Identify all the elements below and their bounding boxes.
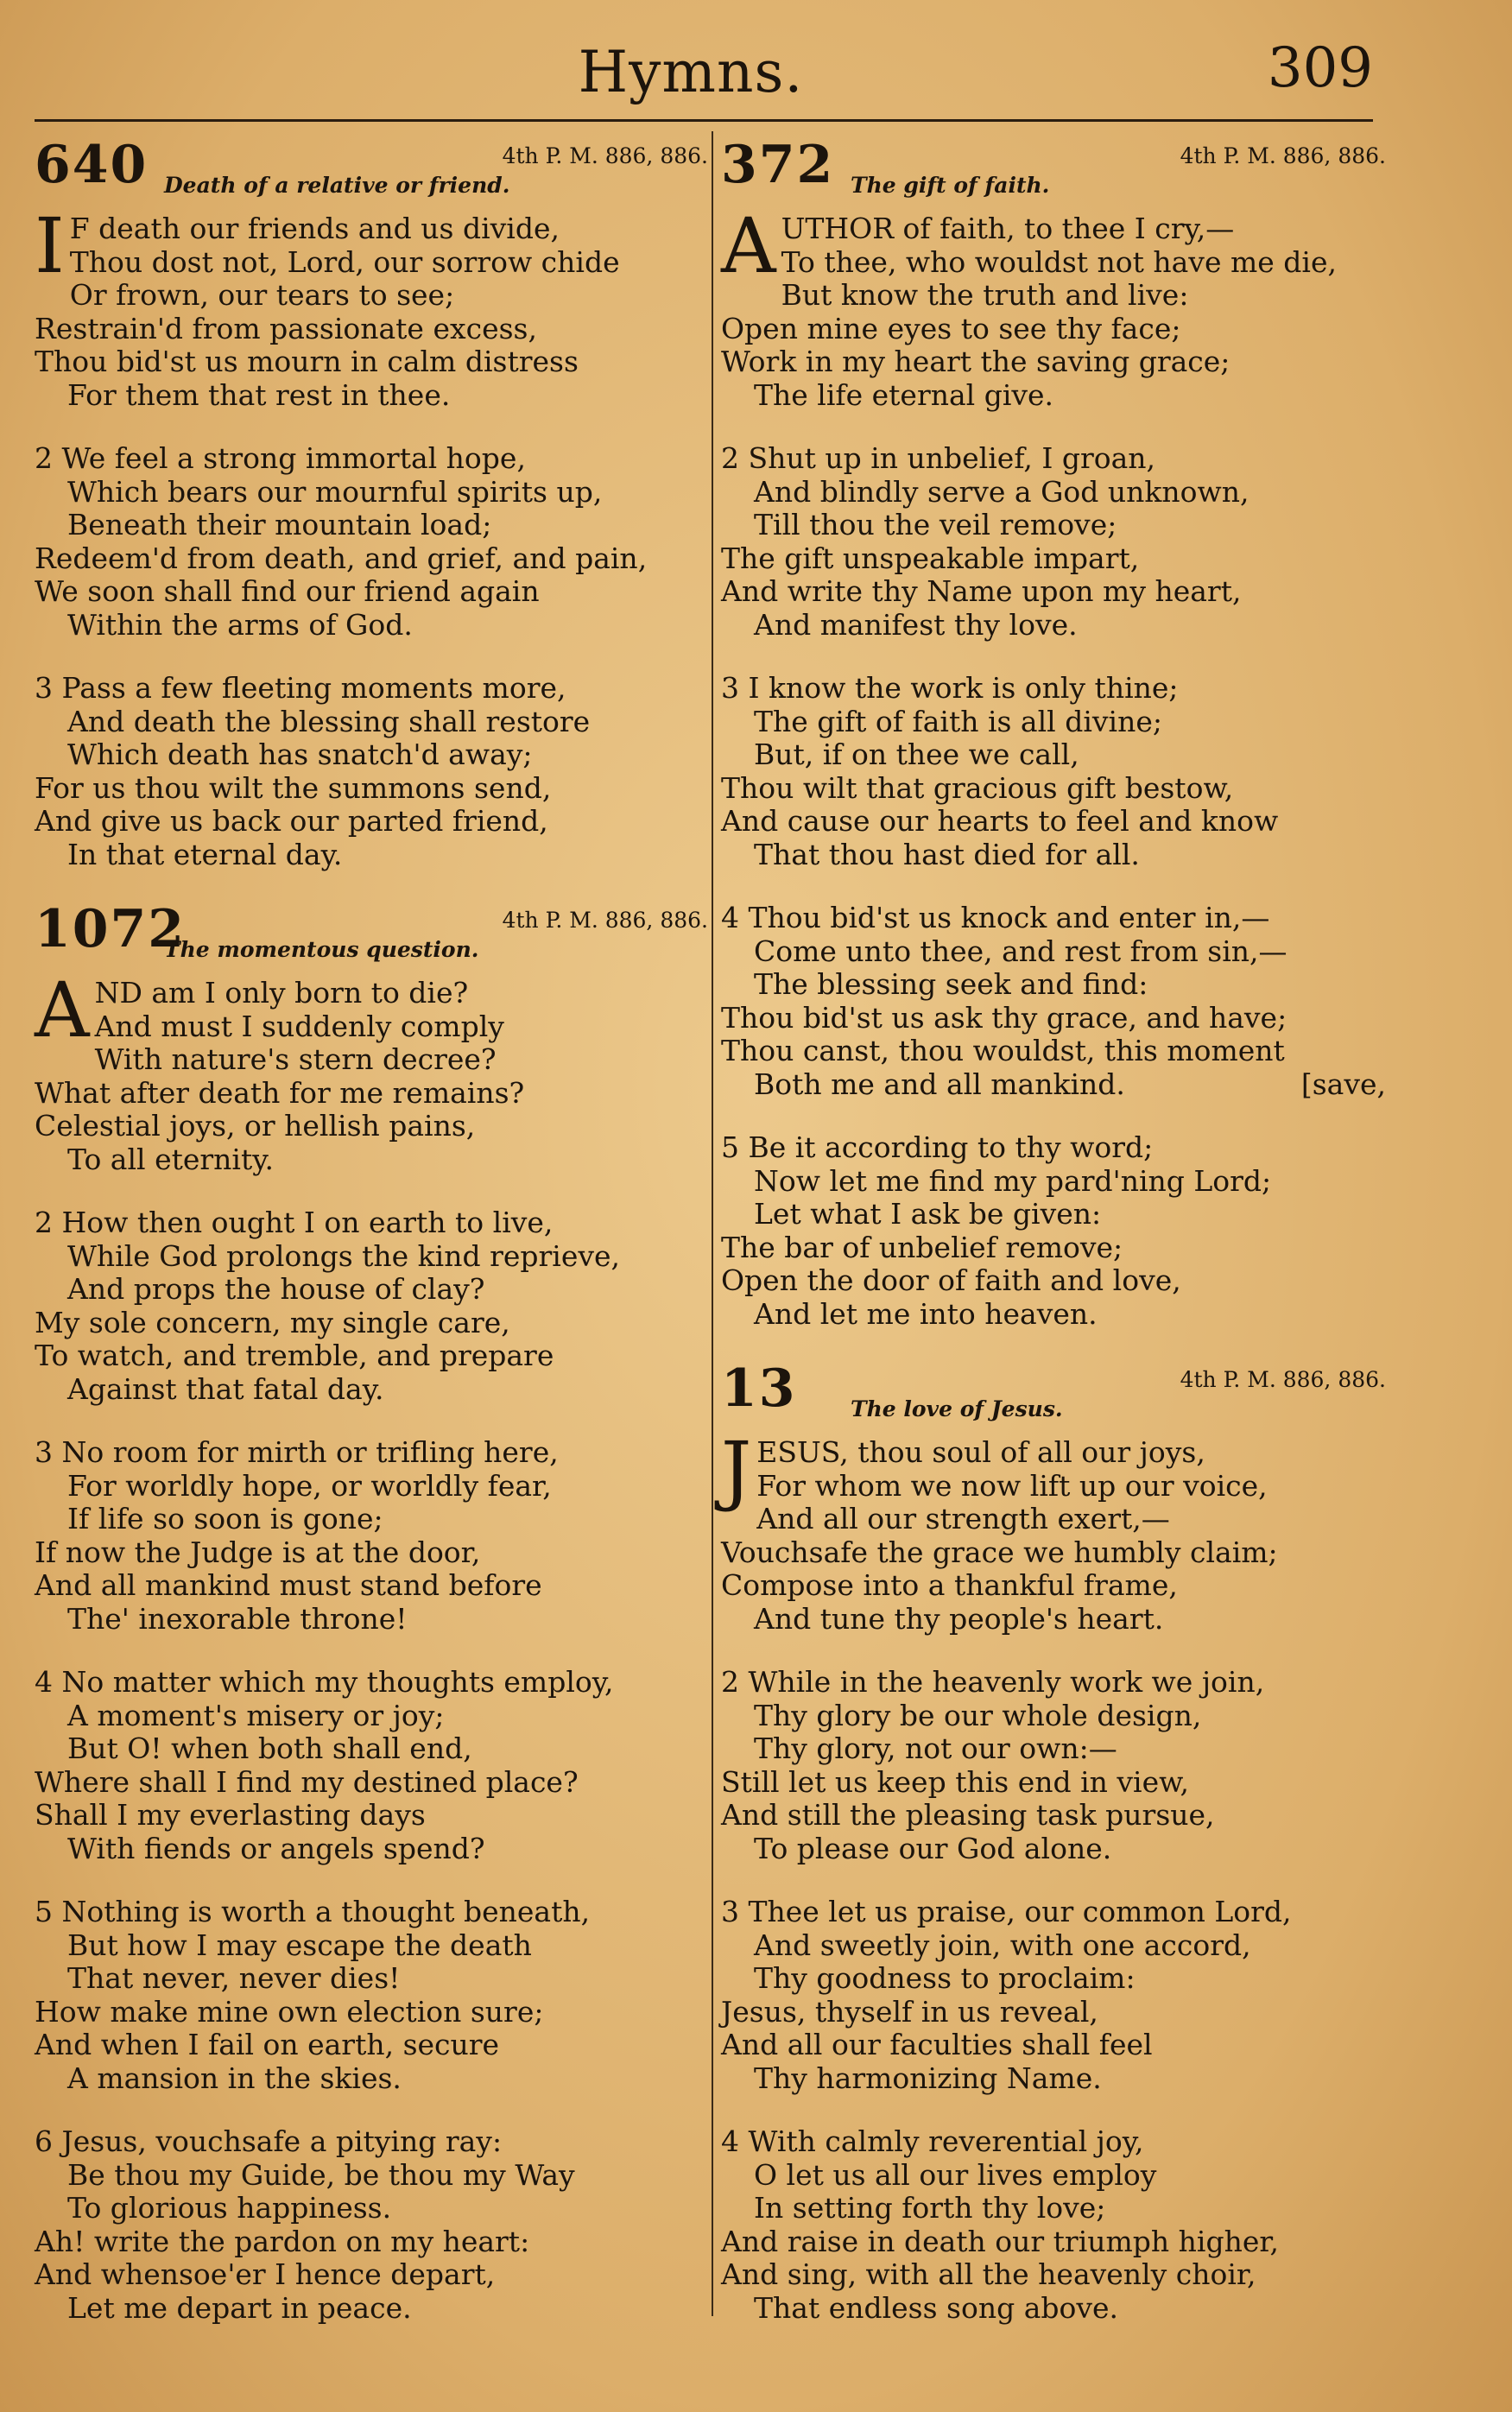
stanza xyxy=(721,201,1386,412)
verse-line: And all mankind must stand before xyxy=(35,1568,542,1602)
verse-line: 3 I know the work is only thine; xyxy=(721,671,1179,705)
verse-line: 2 Shut up in unbelief, I groan, xyxy=(721,441,1156,475)
verse-line: That never, never dies! xyxy=(67,1961,401,1995)
verse-line: But O! when both shall end, xyxy=(67,1731,472,1765)
verse-line: Work in my heart the saving grace; xyxy=(721,345,1230,378)
verse-line: To watch, and tremble, and prepare xyxy=(35,1339,554,1372)
verse-line: A mansion in the skies. xyxy=(67,2061,402,2095)
verse-line: Thou bid'st us ask thy grace, and have; xyxy=(721,1000,1287,1035)
verse-line: The gift of faith is all divine; xyxy=(754,704,1162,738)
verse-line: Thou canst, thou wouldst, this moment xyxy=(721,1034,1285,1067)
left-column xyxy=(35,135,708,2356)
verse-line: But know the truth and live: xyxy=(781,278,1189,312)
verse-line: The blessing seek and find: xyxy=(754,967,1148,1001)
verse-line: The life eternal give. xyxy=(754,377,1054,412)
verse-line: Ah! write the pardon on my heart: xyxy=(35,2224,530,2258)
hymn-heading xyxy=(35,899,708,973)
turnover-word: [save, xyxy=(1300,1067,1386,1101)
stanza xyxy=(35,1206,708,1406)
hymn-heading xyxy=(721,1358,1386,1433)
hymn-subtitle: The gift of faith. xyxy=(851,173,1050,198)
verse-line: Within the arms of God. xyxy=(67,607,413,642)
verse-line: Shall I my everlasting days xyxy=(35,1798,426,1832)
verse-line: In that eternal day. xyxy=(67,837,343,871)
verse-line: Open the door of faith and love, xyxy=(721,1263,1181,1297)
verse-line: To glorious happiness. xyxy=(67,2191,392,2225)
verse-line: 5 Nothing is worth a thought beneath, xyxy=(35,1895,591,1928)
verse-line: To all eternity. xyxy=(67,1142,274,1176)
verse-line: Celestial joys, or hellish pains, xyxy=(35,1109,476,1143)
verse-line: For worldly hope, or worldly fear, xyxy=(67,1468,552,1503)
verse-line: 2 While in the heavenly work we join, xyxy=(721,1665,1265,1699)
verse-line: If now the Judge is at the door, xyxy=(35,1535,481,1569)
verse-line: Thy harmonizing Name. xyxy=(754,2061,1102,2095)
verse-line: 3 No room for mirth or trifling here, xyxy=(35,1435,559,1469)
page-title: Hymns. xyxy=(578,39,804,105)
hymn-subtitle: The momentous question. xyxy=(164,937,479,962)
stanza xyxy=(721,442,1386,642)
verse-line: Thou wilt that gracious gift bestow, xyxy=(721,770,1234,805)
verse-line: Which death has snatch'd away; xyxy=(67,738,533,771)
verse-line: With nature's stern decree? xyxy=(94,1042,497,1076)
verse-line: Where shall I find my destined place? xyxy=(35,1764,579,1799)
verse-line: Thou dost not, Lord, our sorrow chide xyxy=(69,244,620,279)
hymn-number: 640 xyxy=(35,135,149,195)
verse-line: Thy glory, not our own:— xyxy=(754,1731,1117,1765)
drop-cap-letter: I xyxy=(35,201,65,290)
stanza xyxy=(35,201,708,412)
stanza xyxy=(35,1666,708,1865)
hymn-meter: 4th P. M. 886, 886. xyxy=(1180,143,1386,168)
stanza xyxy=(721,1131,1386,1331)
verse-line: A moment's misery or joy; xyxy=(67,1698,445,1732)
verse-line: And raise in death our triumph higher, xyxy=(721,2224,1280,2258)
drop-cap-letter: A xyxy=(35,965,90,1054)
verse-line: And give us back our parted friend, xyxy=(35,804,548,838)
verse-line: And whensoe'er I hence depart, xyxy=(35,2257,496,2291)
verse-line: The gift unspeakable impart, xyxy=(721,541,1140,575)
verse-line: To please our God alone. xyxy=(754,1831,1112,1865)
hymn-meter: 4th P. M. 886, 886. xyxy=(502,143,708,168)
verse-line: Be thou my Guide, be thou my Way xyxy=(67,2157,575,2192)
verse-line: 4 No matter which my thoughts employ, xyxy=(35,1665,614,1699)
right-column xyxy=(721,135,1386,2356)
verse-line: 4 With calmly reverential joy, xyxy=(721,2124,1144,2158)
verse-line: And tune thy people's heart. xyxy=(754,1601,1164,1636)
verse-line: And must I suddenly comply xyxy=(94,1009,504,1043)
verse-line: And sing, with all the heavenly choir, xyxy=(721,2257,1256,2291)
stanza xyxy=(721,1666,1386,1865)
verse-line: Vouchsafe the grace we humbly claim; xyxy=(721,1535,1278,1569)
stanza xyxy=(35,965,708,1176)
verse-line: Which bears our mournful spirits up, xyxy=(67,474,603,509)
verse-line: 3 Thee let us praise, our common Lord, xyxy=(721,1895,1292,1928)
verse-line: F death our friends and us divide, xyxy=(69,212,560,245)
hymn-heading xyxy=(721,135,1386,209)
verse-line: And write thy Name upon my heart, xyxy=(721,574,1242,608)
verse-line: For us thou wilt the summons send, xyxy=(35,770,552,805)
verse-line: And when I fail on earth, secure xyxy=(35,2028,500,2061)
verse-line: And sweetly join, with one accord, xyxy=(754,1928,1251,1962)
stanza xyxy=(35,1896,708,2095)
verse-line: 6 Jesus, vouchsafe a pitying ray: xyxy=(35,2124,503,2158)
hymn-heading xyxy=(35,135,708,209)
hymn-block xyxy=(35,899,708,2325)
verse-line: And manifest thy love. xyxy=(754,607,1078,642)
verse-line: And props the house of clay? xyxy=(67,1272,485,1306)
verse-line: 2 How then ought I on earth to live, xyxy=(35,1206,554,1239)
verse-line: Beneath their mountain load; xyxy=(67,508,492,541)
verse-line: My sole concern, my single care, xyxy=(35,1305,510,1339)
hymn-block xyxy=(721,1358,1386,2325)
verse-line: That thou hast died for all. xyxy=(754,837,1140,871)
stanza xyxy=(35,2125,708,2325)
hymn-number: 372 xyxy=(721,135,835,195)
stanza xyxy=(721,672,1386,871)
verse-line: O let us all our lives employ xyxy=(754,2157,1157,2192)
hymn-block xyxy=(35,135,708,871)
stanza xyxy=(721,1896,1386,2095)
verse-line: To thee, who wouldst not have me die, xyxy=(781,244,1337,279)
stanza xyxy=(721,2125,1386,2325)
verse-line: Against that fatal day. xyxy=(67,1371,384,1406)
verse-line: What after death for me remains? xyxy=(35,1075,525,1110)
verse-line: Restrain'd from passionate excess, xyxy=(35,311,537,345)
hymn-meter: 4th P. M. 886, 886. xyxy=(1180,1367,1386,1392)
stanza xyxy=(35,442,708,642)
verse-line: Still let us keep this end in view, xyxy=(721,1764,1189,1799)
verse-line: ESUS, thou soul of all our joys, xyxy=(756,1435,1205,1469)
header-rule xyxy=(35,119,1373,122)
hymn-meter: 4th P. M. 886, 886. xyxy=(502,908,708,933)
hymn-number: 1072 xyxy=(35,899,186,959)
verse-line: Thy glory be our whole design, xyxy=(754,1698,1202,1732)
verse-line: The bar of unbelief remove; xyxy=(721,1230,1123,1264)
verse-line: And cause our hearts to feel and know xyxy=(721,804,1279,838)
verse-line: UTHOR of faith, to thee I cry,— xyxy=(781,212,1235,245)
verse-line: Thou bid'st us mourn in calm distress xyxy=(35,345,579,378)
verse-line: But how I may escape the death xyxy=(67,1928,532,1962)
hymn-number: 13 xyxy=(721,1358,797,1419)
stanza xyxy=(35,672,708,871)
verse-line: If life so soon is gone; xyxy=(67,1502,383,1535)
verse-line: With fiends or angels spend? xyxy=(67,1831,485,1865)
column-divider xyxy=(712,131,713,2316)
verse-line: 5 Be it according to thy word; xyxy=(721,1130,1154,1164)
hymn-subtitle: The love of Jesus. xyxy=(851,1396,1063,1421)
verse-line: And still the pleasing task pursue, xyxy=(721,1798,1215,1832)
verse-line: Redeem'd from death, and grief, and pain, xyxy=(35,541,648,575)
verse-line: For them that rest in thee. xyxy=(67,377,451,412)
verse-line: And blindly serve a God unknown, xyxy=(754,474,1249,509)
verse-line: How make mine own election sure; xyxy=(35,1994,544,2029)
verse-line: 4 Thou bid'st us knock and enter in,— xyxy=(721,901,1270,934)
stanza xyxy=(35,1436,708,1636)
verse-line: And let me into heaven. xyxy=(754,1296,1098,1331)
stanza xyxy=(721,1425,1386,1636)
drop-cap-letter: A xyxy=(721,201,776,290)
verse-line: Compose into a thankful frame, xyxy=(721,1568,1178,1602)
verse-line: Jesus, thyself in us reveal, xyxy=(721,1994,1098,2029)
page-number: 309 xyxy=(1267,36,1373,100)
verse-line: Or frown, our tears to see; xyxy=(69,278,455,312)
verse-line: Thy goodness to proclaim: xyxy=(754,1961,1136,1995)
verse-line: In setting forth thy love; xyxy=(754,2191,1106,2225)
verse-line: But, if on thee we call, xyxy=(754,738,1079,771)
verse-text: Both me and all mankind. xyxy=(754,1067,1125,1101)
verse-line: And death the blessing shall restore xyxy=(67,704,591,738)
verse-line: And all our faculties shall feel xyxy=(721,2028,1153,2061)
verse-line: Now let me find my pard'ning Lord; xyxy=(754,1163,1272,1198)
verse-line: 3 Pass a few fleeting moments more, xyxy=(35,671,566,705)
drop-cap-letter: J xyxy=(721,1425,752,1514)
stanza xyxy=(721,902,1386,1101)
hymn-subtitle: Death of a relative or friend. xyxy=(164,173,510,198)
verse-line: Till thou the veil remove; xyxy=(754,508,1117,541)
verse-line: Let what I ask be given: xyxy=(754,1197,1102,1231)
verse-line: ND am I only born to die? xyxy=(94,976,469,1010)
hymn-block xyxy=(721,135,1386,1331)
verse-line: For whom we now lift up our voice, xyxy=(756,1468,1268,1503)
verse-line: The' inexorable throne! xyxy=(67,1601,408,1636)
verse-line xyxy=(721,1068,1386,1102)
verse-line: Open mine eyes to see thy face; xyxy=(721,311,1181,345)
verse-line: And all our strength exert,— xyxy=(756,1502,1170,1535)
verse-line: 2 We feel a strong immortal hope, xyxy=(35,441,526,475)
verse-line: That endless song above. xyxy=(754,2290,1119,2325)
verse-line: We soon shall find our friend again xyxy=(35,574,540,608)
verse-line: Let me depart in peace. xyxy=(67,2290,412,2325)
verse-line: While God prolongs the kind reprieve, xyxy=(67,1238,621,1273)
verse-line: Come unto thee, and rest from sin,— xyxy=(754,934,1287,968)
